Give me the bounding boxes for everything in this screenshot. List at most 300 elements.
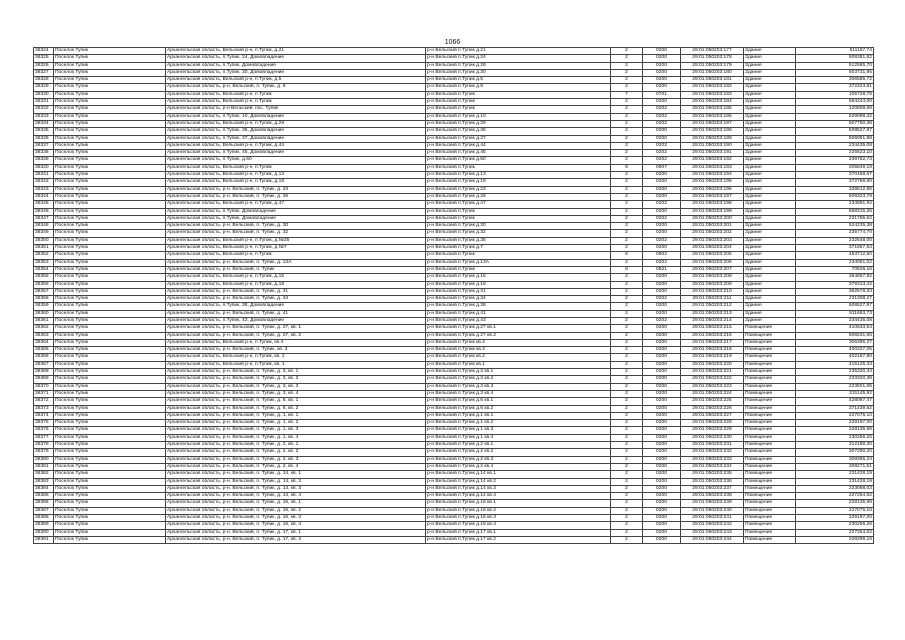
short-address-cell: р-н Вельский п.Тупик д.1 кв.3 <box>426 427 611 434</box>
row-id-cell: 38334 <box>34 120 54 127</box>
table-row <box>34 128 874 135</box>
cadastral-value-cell: 308271,51 <box>796 463 874 470</box>
cadastral-value-cell: 233320,38 <box>796 376 874 383</box>
object-type-cell: Здание <box>744 62 796 69</box>
settlement-cell: Поселок Тупик <box>54 106 166 113</box>
object-type-cell: Здание <box>744 55 796 62</box>
object-type-cell: Помещение <box>744 456 796 463</box>
short-address-cell: р-н Вельский п.Тупик д.6 кв.1 <box>426 398 611 405</box>
short-address-cell: р-н Вельский п.Тупик д.28 <box>426 62 611 69</box>
address-cell: Архангельская область, п.Тупик, 43, Домовладение <box>166 317 426 324</box>
group-code-cell: 2 <box>611 62 643 69</box>
group-code-cell: 2 <box>611 186 643 193</box>
address-cell: Архангельская область, р-н. Вельский, п. Тупик, д. 3, кв. 2 <box>166 376 426 383</box>
row-id-cell: 38324 <box>34 48 54 55</box>
address-cell: Архангельская область, р-н. Вельский, п. Тупик, д. 30 <box>166 223 426 230</box>
property-register-table <box>33 47 874 544</box>
object-type-cell: Помещение <box>744 529 796 536</box>
group-code-cell: 2 <box>611 434 643 441</box>
settlement-cell: Поселок Тупик <box>54 48 166 55</box>
short-address-cell: р-н Вельский п.Тупик д.37 <box>426 135 611 142</box>
cadastral-number-cell: 29:01:050203:238 <box>681 493 744 500</box>
object-type-cell: Здание <box>744 164 796 171</box>
row-id-cell: 38359 <box>34 303 54 310</box>
group-code-cell: 2 <box>611 303 643 310</box>
table-row <box>34 237 874 244</box>
short-address-cell: р-н Вельский п.Тупик <box>426 266 611 273</box>
cadastral-number-cell: 29:01:050203:178 <box>681 55 744 62</box>
object-type-cell: Помещение <box>744 536 796 543</box>
object-type-cell: Здание <box>744 252 796 259</box>
address-cell: Архангельская область, Вельский р-н, п.Тупик, д.29 <box>166 120 426 127</box>
short-address-cell: р-н Вельский п.Тупик д.21 <box>426 48 611 55</box>
table-row <box>34 201 874 208</box>
object-type-cell: Помещение <box>744 369 796 376</box>
object-type-cell: Здание <box>744 179 796 186</box>
subgroup-code-cell: 0202 <box>643 120 681 127</box>
cadastral-number-cell: 29:01:050203:225 <box>681 398 744 405</box>
address-cell: Архангельская область, Вельский р-н, п.Тупик, д.15 <box>166 274 426 281</box>
row-id-cell: 38342 <box>34 179 54 186</box>
subgroup-code-cell: 0200 <box>643 325 681 332</box>
cadastral-number-cell: 29:01:050203:203 <box>681 237 744 244</box>
object-type-cell: Здание <box>744 150 796 157</box>
group-code-cell: 2 <box>611 193 643 200</box>
settlement-cell: Поселок Тупик <box>54 193 166 200</box>
address-cell: Архангельская область, р-н. Вельский, п. Тупик, д. 17, кв. 2 <box>166 536 426 543</box>
settlement-cell: Поселок Тупик <box>54 215 166 222</box>
object-type-cell: Здание <box>744 281 796 288</box>
address-cell: Архангельская область, п.Тупик, Домовладение <box>166 208 426 215</box>
cadastral-value-cell: 232648,00 <box>796 237 874 244</box>
subgroup-code-cell: 0200 <box>643 463 681 470</box>
cadastral-number-cell: 29:01:050203:218 <box>681 347 744 354</box>
subgroup-code-cell: 0200 <box>643 332 681 339</box>
table-row <box>34 288 874 295</box>
table-row <box>34 515 874 522</box>
row-id-cell: 38331 <box>34 99 54 106</box>
row-id-cell: 38380 <box>34 456 54 463</box>
short-address-cell: р-н Вельский п.Тупик <box>426 208 611 215</box>
group-code-cell: 2 <box>611 339 643 346</box>
cadastral-value-cell: 512585,70 <box>796 62 874 69</box>
subgroup-code-cell: 0200 <box>643 376 681 383</box>
subgroup-code-cell: 0200 <box>643 223 681 230</box>
table-row <box>34 332 874 339</box>
cadastral-value-cell: 234881,92 <box>796 201 874 208</box>
subgroup-code-cell: 0200 <box>643 281 681 288</box>
settlement-cell: Поселок Тупик <box>54 274 166 281</box>
settlement-cell: Поселок Тупик <box>54 303 166 310</box>
address-cell: Архангельская область, Вельский р-н, п.Тупик, кв. 1 <box>166 361 426 368</box>
cadastral-value-cell: 508527,87 <box>796 128 874 135</box>
table-row <box>34 310 874 317</box>
row-id-cell: 38363 <box>34 332 54 339</box>
cadastral-value-cell: 227254,62 <box>796 529 874 536</box>
subgroup-code-cell: 0202 <box>643 106 681 113</box>
cadastral-value-cell: 234435,08 <box>796 142 874 149</box>
cadastral-value-cell: 410633,54 <box>796 325 874 332</box>
table-row <box>34 62 874 69</box>
group-code-cell: 2 <box>611 135 643 142</box>
group-code-cell: 2 <box>611 398 643 405</box>
row-id-cell: 38328 <box>34 77 54 84</box>
settlement-cell: Поселок Тупик <box>54 201 166 208</box>
table-row <box>34 354 874 361</box>
settlement-cell: Поселок Тупик <box>54 120 166 127</box>
cadastral-number-cell: 29:01:050203:213 <box>681 310 744 317</box>
row-id-cell: 38354 <box>34 266 54 273</box>
group-code-cell: 2 <box>611 150 643 157</box>
table-row <box>34 463 874 470</box>
cadastral-value-cell: 453712,50 <box>796 252 874 259</box>
cadastral-value-cell: 230256,26 <box>796 434 874 441</box>
subgroup-code-cell: 0202 <box>643 113 681 120</box>
cadastral-value-cell: 524235,38 <box>796 223 874 230</box>
settlement-cell: Поселок Тупик <box>54 113 166 120</box>
group-code-cell: 2 <box>611 317 643 324</box>
group-code-cell: 2 <box>611 522 643 529</box>
subgroup-code-cell: 0200 <box>643 500 681 507</box>
row-id-cell: 38337 <box>34 142 54 149</box>
group-code-cell: 2 <box>611 281 643 288</box>
cadastral-value-cell: 307290,20 <box>796 449 874 456</box>
short-address-cell: р-н Вельский п.Тупик д.34 <box>426 296 611 303</box>
row-id-cell: 38391 <box>34 536 54 543</box>
subgroup-code-cell: 0200 <box>643 288 681 295</box>
settlement-cell: Поселок Тупик <box>54 427 166 434</box>
table-row <box>34 91 874 98</box>
group-code-cell: 2 <box>611 99 643 106</box>
subgroup-code-cell: 0200 <box>643 515 681 522</box>
row-id-cell: 38327 <box>34 69 54 76</box>
subgroup-code-cell: 0200 <box>643 135 681 142</box>
object-type-cell: Здание <box>744 48 796 55</box>
address-cell: Архангельская область, р-н. Вельский, п. Тупик, д. 2, кв. 4 <box>166 463 426 470</box>
cadastral-value-cell: 400327,05 <box>796 347 874 354</box>
group-code-cell: 2 <box>611 55 643 62</box>
settlement-cell: Поселок Тупик <box>54 376 166 383</box>
subgroup-code-cell: 0200 <box>643 361 681 368</box>
table-row <box>34 325 874 332</box>
row-id-cell: 38366 <box>34 354 54 361</box>
group-code-cell: 2 <box>611 463 643 470</box>
row-id-cell: 38338 <box>34 150 54 157</box>
subgroup-code-cell: 0200 <box>643 48 681 55</box>
cadastral-value-cell: 205849,19 <box>796 164 874 171</box>
cadastral-number-cell: 29:01:050203:192 <box>681 157 744 164</box>
group-code-cell: 2 <box>611 347 643 354</box>
cadastral-number-cell: 29:01:050203:237 <box>681 485 744 492</box>
group-code-cell: 2 <box>611 332 643 339</box>
cadastral-value-cell: 372769,60 <box>796 179 874 186</box>
address-cell: Архангельская область, Вельский р-н, п.Тупик, д.44 <box>166 142 426 149</box>
address-cell: Архангельская область, р-н. Вельский, п. Тупик, д. 16, кв. 2 <box>166 507 426 514</box>
cadastral-number-cell: 29:01:050203:190 <box>681 142 744 149</box>
cadastral-number-cell: 29:01:050203:244 <box>681 536 744 543</box>
address-cell: Архангельская область, р-н. Вельский, п. Тупик, д. 16, кв. 1 <box>166 500 426 507</box>
cadastral-number-cell: 29:01:050203:243 <box>681 529 744 536</box>
cadastral-value-cell: 362576,33 <box>796 288 874 295</box>
group-code-cell: 2 <box>611 84 643 91</box>
table-row <box>34 536 874 543</box>
row-id-cell: 38383 <box>34 478 54 485</box>
cadastral-number-cell: 29:01:050203:223 <box>681 383 744 390</box>
cadastral-number-cell: 29:01:050203:210 <box>681 288 744 295</box>
address-cell: Архангельская область, п.Тупик, 24, Домовладение <box>166 55 426 62</box>
row-id-cell: 38351 <box>34 245 54 252</box>
address-cell: Архангельская область, п.Тупик, 37, Домовладение <box>166 135 426 142</box>
group-code-cell: 2 <box>611 456 643 463</box>
subgroup-code-cell: 0200 <box>643 478 681 485</box>
settlement-cell: Поселок Тупик <box>54 179 166 186</box>
address-cell: Архангельская область, р-н. Вельский, п. Тупик, д. 34 <box>166 296 426 303</box>
cadastral-value-cell: 511187,74 <box>796 48 874 55</box>
object-type-cell: Здание <box>744 106 796 113</box>
cadastral-value-cell: 507750,38 <box>796 120 874 127</box>
group-code-cell: 2 <box>611 296 643 303</box>
object-type-cell: Здание <box>744 120 796 127</box>
group-code-cell: 2 <box>611 390 643 397</box>
cadastral-number-cell: 29:01:050203:197 <box>681 193 744 200</box>
row-id-cell: 38329 <box>34 84 54 91</box>
settlement-cell: Поселок Тупик <box>54 383 166 390</box>
address-cell: Архангельская область, Вельский р-н, п.Тупик <box>166 91 426 98</box>
table-row <box>34 471 874 478</box>
cadastral-value-cell: 509323,79 <box>796 193 874 200</box>
row-id-cell: 38360 <box>34 310 54 317</box>
cadastral-number-cell: 29:01:050203:229 <box>681 427 744 434</box>
table-row <box>34 48 874 55</box>
subgroup-code-cell: 0200 <box>643 383 681 390</box>
short-address-cell: р-н Вельский п.Тупик д.26 <box>426 193 611 200</box>
address-cell: Архангельская область, Вельский р-н, п.Тупик, д.5 <box>166 77 426 84</box>
address-cell: Архангельская область, п.Тупик, 38, Домовладение <box>166 303 426 310</box>
short-address-cell: р-н Вельский п.Тупик д.16 кв.3 <box>426 515 611 522</box>
settlement-cell: Поселок Тупик <box>54 55 166 62</box>
object-type-cell: Помещение <box>744 347 796 354</box>
cadastral-value-cell: 229197,00 <box>796 515 874 522</box>
short-address-cell: р-н Вельский п.Тупик д.19 <box>426 179 611 186</box>
table-row <box>34 442 874 449</box>
cadastral-value-cell: 105728,79 <box>796 91 874 98</box>
object-type-cell: Здание <box>744 245 796 252</box>
table-row <box>34 172 874 179</box>
address-cell: Архангельская область, Вельский р-н, п.Тупик, д.№7 <box>166 245 426 252</box>
group-code-cell: 2 <box>611 245 643 252</box>
settlement-cell: Поселок Тупик <box>54 150 166 157</box>
subgroup-code-cell: 0200 <box>643 303 681 310</box>
table-row <box>34 449 874 456</box>
row-id-cell: 38332 <box>34 106 54 113</box>
settlement-cell: Поселок Тупик <box>54 420 166 427</box>
settlement-cell: Поселок Тупик <box>54 412 166 419</box>
object-type-cell: Помещение <box>744 412 796 419</box>
table-row <box>34 84 874 91</box>
cadastral-value-cell: 306395,27 <box>796 339 874 346</box>
cadastral-value-cell: 508391,82 <box>796 55 874 62</box>
address-cell: Архангельская область, р-н. Вельский, п. Тупик, д. 31 <box>166 288 426 295</box>
subgroup-code-cell: 0200 <box>643 522 681 529</box>
settlement-cell: Поселок Тупик <box>54 62 166 69</box>
short-address-cell: р-н Вельский п.Тупик <box>426 164 611 171</box>
short-address-cell: р-н Вельский п.Тупик кв.4 <box>426 339 611 346</box>
group-code-cell: 2 <box>611 106 643 113</box>
cadastral-number-cell: 29:01:050203:231 <box>681 442 744 449</box>
settlement-cell: Поселок Тупик <box>54 99 166 106</box>
table-row <box>34 412 874 419</box>
address-cell: Архангельская область, р-н. Вельский, п. Тупик, д. 14, кв. 2 <box>166 478 426 485</box>
table-row <box>34 456 874 463</box>
cadastral-number-cell: 29:01:050203:233 <box>681 456 744 463</box>
subgroup-code-cell: 0200 <box>643 230 681 237</box>
group-code-cell: 2 <box>611 412 643 419</box>
subgroup-code-cell: 0200 <box>643 208 681 215</box>
cadastral-number-cell: 29:01:050203:187 <box>681 120 744 127</box>
subgroup-code-cell: 0200 <box>643 456 681 463</box>
settlement-cell: Поселок Тупик <box>54 361 166 368</box>
table-row <box>34 179 874 186</box>
row-id-cell: 38365 <box>34 347 54 354</box>
object-type-cell: Здание <box>744 69 796 76</box>
cadastral-value-cell: 371857,63 <box>796 245 874 252</box>
short-address-cell: р-н Вельский п.Тупик д.14 кв.3 <box>426 485 611 492</box>
cadastral-value-cell: 668315,25 <box>796 208 874 215</box>
settlement-cell: Поселок Тупик <box>54 186 166 193</box>
cadastral-value-cell: 235774,70 <box>796 230 874 237</box>
settlement-cell: Поселок Тупик <box>54 259 166 266</box>
cadastral-number-cell: 29:01:050203:240 <box>681 507 744 514</box>
short-address-cell: р-н Вельский п.Тупик д.3 кв.3 <box>426 383 611 390</box>
address-cell: Архангельская область, Вельский р-н, п.Тупик <box>166 99 426 106</box>
short-address-cell: р-н Вельский п.Тупик д.1 кв.4 <box>426 434 611 441</box>
cadastral-number-cell: 29:01:050203:205 <box>681 252 744 259</box>
table-row <box>34 142 874 149</box>
subgroup-code-cell: 0200 <box>643 449 681 456</box>
settlement-cell: Поселок Тупик <box>54 164 166 171</box>
cadastral-value-cell: 223068,03 <box>796 485 874 492</box>
short-address-cell: р-н Вельский п.Тупик д.16 кв.1 <box>426 500 611 507</box>
settlement-cell: Поселок Тупик <box>54 84 166 91</box>
table-row <box>34 252 874 259</box>
object-type-cell: Здание <box>744 91 796 98</box>
cadastral-number-cell: 29:01:050203:222 <box>681 376 744 383</box>
address-cell: Архангельская область, п.Тупик, д.50 <box>166 157 426 164</box>
address-cell: Архангельская область, р-н. Вельский, п. Тупик, д. 26 <box>166 193 426 200</box>
cadastral-value-cell: 506061,98 <box>796 135 874 142</box>
settlement-cell: Поселок Тупик <box>54 442 166 449</box>
settlement-cell: Поселок Тупик <box>54 288 166 295</box>
object-type-cell: Здание <box>744 208 796 215</box>
cadastral-number-cell: 29:01:050203:232 <box>681 449 744 456</box>
cadastral-number-cell: 29:01:050203:214 <box>681 317 744 324</box>
object-type-cell: Здание <box>744 274 796 281</box>
row-id-cell: 38387 <box>34 507 54 514</box>
settlement-cell: Поселок Тупик <box>54 536 166 543</box>
object-type-cell: Помещение <box>744 434 796 441</box>
row-id-cell: 38371 <box>34 390 54 397</box>
object-type-cell: Здание <box>744 135 796 142</box>
cadastral-number-cell: 29:01:050203:202 <box>681 230 744 237</box>
table-row <box>34 215 874 222</box>
settlement-cell: Поселок Тупик <box>54 128 166 135</box>
settlement-cell: Поселок Тупик <box>54 522 166 529</box>
settlement-cell: Поселок Тупик <box>54 223 166 230</box>
settlement-cell: Поселок Тупик <box>54 142 166 149</box>
row-id-cell: 38386 <box>34 500 54 507</box>
row-id-cell: 38353 <box>34 259 54 266</box>
table-row <box>34 274 874 281</box>
cadastral-value-cell: 231755,62 <box>796 215 874 222</box>
cadastral-value-cell: 70826,16 <box>796 266 874 273</box>
short-address-cell: р-н Вельский п.Тупик <box>426 252 611 259</box>
cadastral-number-cell: 29:01:050203:182 <box>681 84 744 91</box>
address-cell: Архангельская область, р-н. Вельский, п. Тупик, д. 2, кв. 3 <box>166 456 426 463</box>
subgroup-code-cell: 0202 <box>643 215 681 222</box>
subgroup-code-cell: 0821 <box>643 266 681 273</box>
subgroup-code-cell: 0202 <box>643 150 681 157</box>
cadastral-value-cell: 372323,81 <box>796 84 874 91</box>
subgroup-code-cell: 0200 <box>643 390 681 397</box>
object-type-cell: Здание <box>744 77 796 84</box>
short-address-cell: р-н Вельский п.Тупик д.10 <box>426 113 611 120</box>
object-type-cell: Помещение <box>744 485 796 492</box>
subgroup-code-cell: 0200 <box>643 412 681 419</box>
short-address-cell: р-н Вельский п.Тупик д.41 <box>426 310 611 317</box>
cadastral-value-cell: 225523,10 <box>796 150 874 157</box>
subgroup-code-cell: 0200 <box>643 77 681 84</box>
group-code-cell: 2 <box>611 507 643 514</box>
short-address-cell: р-н Вельский п.Тупик д.45 <box>426 150 611 157</box>
cadastral-value-cell: 227075,10 <box>796 507 874 514</box>
cadastral-number-cell: 29:01:050203:193 <box>681 164 744 171</box>
address-cell: Архангельская область, р-н. Вельский, п. Тупик <box>166 266 426 273</box>
address-cell: Архангельская область, р-н. Вельский, п. Тупик, д. 32 <box>166 230 426 237</box>
group-code-cell: 2 <box>611 361 643 368</box>
subgroup-code-cell: 0200 <box>643 347 681 354</box>
cadastral-number-cell: 29:01:050203:228 <box>681 420 744 427</box>
object-type-cell: Здание <box>744 99 796 106</box>
cadastral-value-cell: 364857,82 <box>796 274 874 281</box>
group-code-cell: 9 <box>611 164 643 171</box>
row-id-cell: 38376 <box>34 427 54 434</box>
cadastral-number-cell: 29:01:050203:239 <box>681 500 744 507</box>
short-address-cell: р-н Вельский п.Тупик д.14 кв.4 <box>426 493 611 500</box>
address-cell: Архангельская область, р-н. Вельский, п. Тупик, д. 13А <box>166 259 426 266</box>
row-id-cell: 38385 <box>34 493 54 500</box>
group-code-cell: 2 <box>611 515 643 522</box>
group-code-cell: 2 <box>611 427 643 434</box>
address-cell: Архангельская область, Вельский р-н, п.Тупик, кв. 2 <box>166 354 426 361</box>
cadastral-number-cell: 29:01:050203:212 <box>681 303 744 310</box>
settlement-cell: Поселок Тупик <box>54 77 166 84</box>
subgroup-code-cell: 0907 <box>643 164 681 171</box>
subgroup-code-cell: 0200 <box>643 193 681 200</box>
cadastral-value-cell: 234061,02 <box>796 259 874 266</box>
cadastral-number-cell: 29:01:050203:196 <box>681 186 744 193</box>
address-cell: Архангельская область, р-н. Вельский, п. Тупик, д. 9 <box>166 84 426 91</box>
short-address-cell: р-н Вельский п.Тупик д.24 <box>426 55 611 62</box>
object-type-cell: Здание <box>744 84 796 91</box>
row-id-cell: 38377 <box>34 434 54 441</box>
short-address-cell: р-н Вельский п.Тупик д.6 кв.2 <box>426 405 611 412</box>
group-code-cell: 2 <box>611 142 643 149</box>
address-cell: Архангельская область, р-н. Вельский, п. Тупик, д. 14, кв. 3 <box>166 485 426 492</box>
short-address-cell: р-н Вельский п.Тупик д.47 <box>426 201 611 208</box>
subgroup-code-cell: 0200 <box>643 420 681 427</box>
address-cell: Архангельская область, р-н. Вельский, п. Тупик, д. 1, кв. 1 <box>166 412 426 419</box>
group-code-cell: 2 <box>611 237 643 244</box>
